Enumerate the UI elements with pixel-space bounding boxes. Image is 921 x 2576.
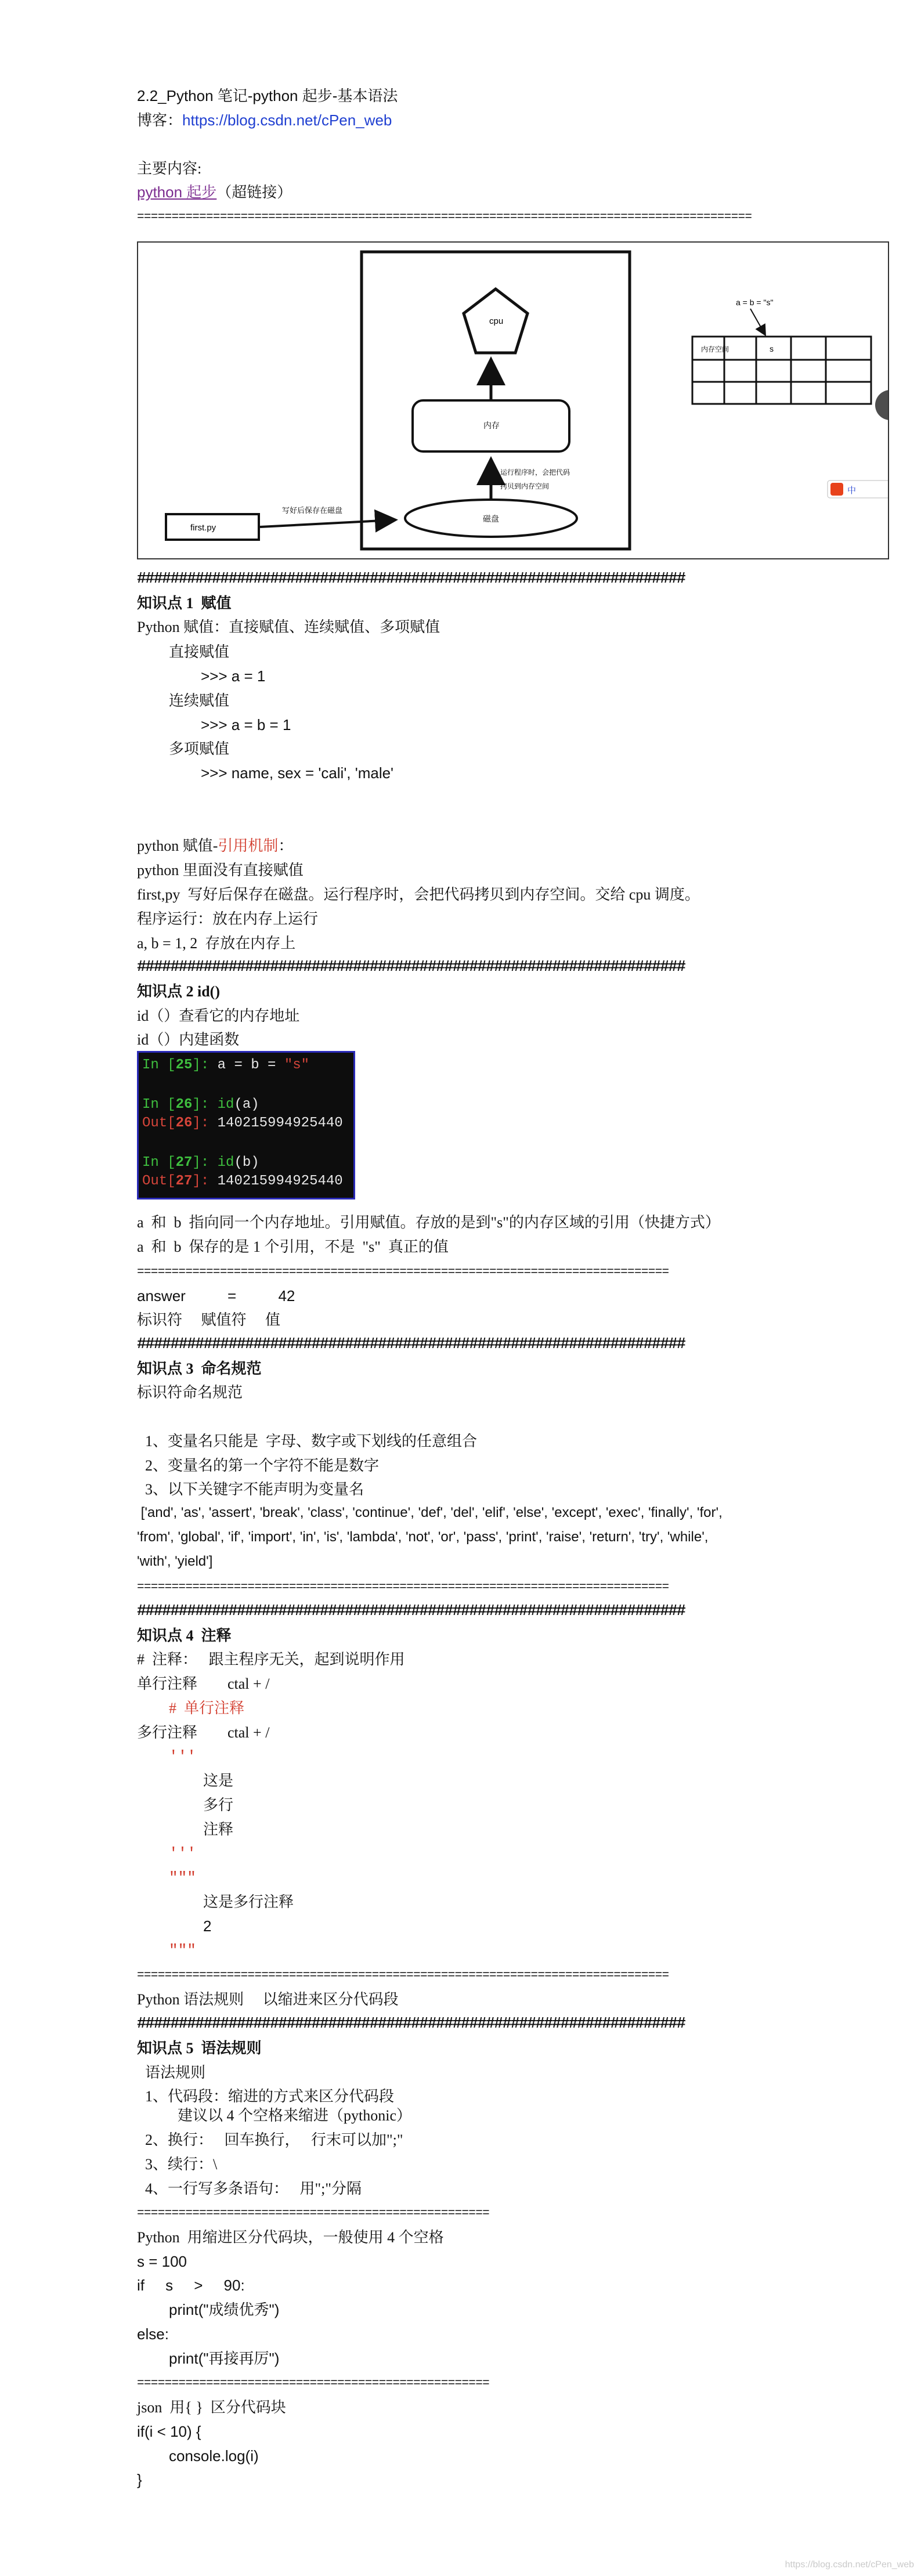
section2-heading: 知识点 2 id() xyxy=(137,983,221,1000)
cell-value: s xyxy=(770,344,774,353)
ipython-terminal xyxy=(137,1051,355,1200)
separator-eq: =================================================== xyxy=(137,2207,490,2220)
chain-assign-code: >>> a = b = 1 xyxy=(201,716,291,734)
separator-eq: ============================================================================= xyxy=(137,1581,669,1594)
multi-assign-label: 多项赋值 xyxy=(169,740,230,757)
code-line-3: print("成绩优秀") xyxy=(169,2301,280,2318)
separator-hash: ################################################################## xyxy=(137,959,685,976)
run-note-2: 拷贝到内存空间 xyxy=(500,482,550,490)
cpu-label: cpu xyxy=(489,316,504,326)
blog-label: 博客： xyxy=(137,112,183,129)
section2-line1: id（）查看它的内存地址 xyxy=(137,1007,300,1024)
section3-intro: 标识符命名规范 xyxy=(137,1384,243,1401)
triple-quote-open: ''' xyxy=(169,1748,196,1765)
section1-heading: 知识点 1 赋值 xyxy=(137,595,232,612)
triple-dquote-close: """ xyxy=(169,1942,196,1959)
mech-suffix: ： xyxy=(278,837,294,854)
terminal-line-in27: In [27]: id(b) xyxy=(142,1155,259,1170)
blog-url-link[interactable]: https://blog.csdn.net/cPen_web xyxy=(182,111,392,129)
keyword-list-2: 'from', 'global', 'if', 'import', 'in', 'is', 'lambda', 'not', 'or', 'pass', 'print', 'raise', 'return', 'try', 'while', xyxy=(137,1529,709,1545)
single-comment-line: 单行注释 ctal + / xyxy=(137,1675,270,1692)
section1-line2: first,py 写好后保存在磁盘。运行程序时，会把代码拷贝到内存空间。交给 cpu 调度。 xyxy=(137,886,700,903)
section2-expl2: a 和 b 保存的是 1 个引用，不是 "s" 真正的值 xyxy=(137,1238,449,1255)
direct-assign-code: >>> a = 1 xyxy=(201,667,266,685)
mech-prefix: python 赋值- xyxy=(137,837,218,854)
syntax-rule-1b: 建议以 4 个空格来缩进（pythonic） xyxy=(178,2107,411,2124)
json-intro: json 用{ } 区分代码块 xyxy=(137,2399,286,2416)
blog-line xyxy=(137,111,392,129)
write-label: 写好后保存在磁盘 xyxy=(282,506,343,515)
comment-text-1: 这是 xyxy=(203,1772,234,1789)
main-content-label: 主要内容: xyxy=(137,160,202,177)
section2-expl1: a 和 b 指向同一个内存地址。引用赋值。存放的是到"s"的内存区域的引用（快捷方式） xyxy=(137,1214,720,1231)
syntax-rule-line: Python 语法规则 以缩进来区分代码段 xyxy=(137,1991,399,2008)
section1-line3: 程序运行：放在内存上运行 xyxy=(137,911,319,927)
diagram-svg xyxy=(138,243,888,558)
single-comment-example: # 单行注释 xyxy=(169,1700,245,1717)
js-line-1: if(i < 10) { xyxy=(137,2423,201,2440)
section4-heading: 知识点 4 注释 xyxy=(137,1627,232,1644)
chain-assign-label: 连续赋值 xyxy=(169,692,230,709)
comment-text-5: 2 xyxy=(203,1917,212,1935)
separator-hash: ################################################################## xyxy=(137,1336,685,1353)
comment-text-2: 多行 xyxy=(203,1797,234,1813)
syntax-rule-4: 4、一行写多条语句： 用";"分隔 xyxy=(145,2180,362,2197)
terminal-line-out27: Out[27]: 140215994925440 xyxy=(142,1173,343,1189)
separator-hash: ################################################################## xyxy=(137,2015,685,2033)
triple-dquote-open: """ xyxy=(169,1869,196,1887)
js-line-2: console.log(i) xyxy=(169,2447,259,2465)
naming-rule-3: 3、以下关键字不能声明为变量名 xyxy=(145,1481,364,1498)
separator-eq: =================================================== xyxy=(137,2377,490,2390)
section1-line4: a, b = 1, 2 存放在内存上 xyxy=(137,935,296,952)
answer-labels: 标识符 赋值符 值 xyxy=(137,1312,281,1328)
link-note: （超链接） xyxy=(216,184,292,201)
run-note-1: 运行程序时，会把代码 xyxy=(500,468,570,476)
naming-rule-1: 1、变量名只能是 字母、数字或下划线的任意组合 xyxy=(145,1433,478,1450)
ime-label: 中 xyxy=(847,486,857,496)
assign-mechanism-line xyxy=(137,837,293,855)
file-label: first.py xyxy=(190,523,216,533)
section5-intro: 语法规则 xyxy=(145,2064,206,2081)
syntax-rule-2: 2、换行： 回车换行， 行末可以加";" xyxy=(145,2131,403,2148)
section2-line2: id（）内建函数 xyxy=(137,1031,240,1048)
section1-line1: python 里面没有直接赋值 xyxy=(137,862,304,879)
code-line-2: if s > 90: xyxy=(137,2277,245,2294)
memory-label: 内存 xyxy=(483,421,500,430)
mem-space-label: 内存空间 xyxy=(701,345,729,353)
separator-eq: ============================================================================= xyxy=(137,1266,669,1279)
ime-logo-icon xyxy=(830,483,843,496)
keyword-list-1: ['and', 'as', 'assert', 'break', 'class', 'continue', 'def', 'del', 'elif', 'else', 'except', 'exec', 'finally', 'for', xyxy=(137,1505,723,1520)
python-indent-intro: Python 用缩进区分代码块，一般使用 4 个空格 xyxy=(137,2229,444,2246)
watermark: https://blog.csdn.net/cPen_web xyxy=(785,2560,914,2570)
code-line-1: s = 100 xyxy=(137,2253,187,2270)
separator-eq: ============================================================================= xyxy=(137,1969,669,1982)
disk-label: 磁盘 xyxy=(483,514,499,523)
memory-diagram xyxy=(137,241,889,559)
syntax-rule-1: 1、代码段：缩进的方式来区分代码段 xyxy=(145,2088,395,2105)
separator-eq: ========================================================================================= xyxy=(137,211,752,224)
comment-text-3: 注释 xyxy=(203,1821,234,1838)
terminal-line-out26: Out[26]: 140215994925440 xyxy=(142,1115,343,1131)
comment-text-4: 这是多行注释 xyxy=(203,1894,294,1910)
section3-heading: 知识点 3 命名规范 xyxy=(137,1360,262,1377)
python-start-link[interactable]: python 起步 xyxy=(137,183,217,201)
naming-rule-2: 2、变量名的第一个字符不能是数字 xyxy=(145,1457,380,1474)
multi-assign-code: >>> name, sex = 'cali', 'male' xyxy=(201,764,394,782)
terminal-line-in25: In [25]: a = b = "s" xyxy=(142,1057,310,1073)
code-line-5: print("再接再厉") xyxy=(169,2350,280,2367)
section4-intro: # 注释： 跟主程序无关，起到说明作用 xyxy=(137,1651,405,1668)
answer-line: answer = 42 xyxy=(137,1287,295,1305)
separator-hash: ################################################################## xyxy=(137,1603,685,1620)
section1-intro: Python 赋值：直接赋值、连续赋值、多项赋值 xyxy=(137,619,440,635)
terminal-line-in26: In [26]: id(a) xyxy=(142,1097,259,1112)
direct-assign-label: 直接赋值 xyxy=(169,644,230,660)
doc-title: 2.2_Python 笔记-python 起步-基本语法 xyxy=(137,87,398,104)
assign-label: a = b = "s" xyxy=(736,298,774,307)
syntax-rule-3: 3、续行：\ xyxy=(145,2156,218,2173)
triple-quote-close: ''' xyxy=(169,1845,196,1862)
separator-hash: ################################################################## xyxy=(137,570,685,588)
code-line-4: else: xyxy=(137,2325,169,2343)
section5-heading: 知识点 5 语法规则 xyxy=(137,2040,262,2057)
keyword-list-3: 'with', 'yield'] xyxy=(137,1553,213,1569)
scroll-circle-icon xyxy=(875,390,888,420)
multi-comment-line: 多行注释 ctal + / xyxy=(137,1724,270,1741)
hyperlink-line xyxy=(137,183,292,201)
js-line-3: } xyxy=(137,2471,142,2488)
mech-highlight: 引用机制 xyxy=(218,837,279,854)
